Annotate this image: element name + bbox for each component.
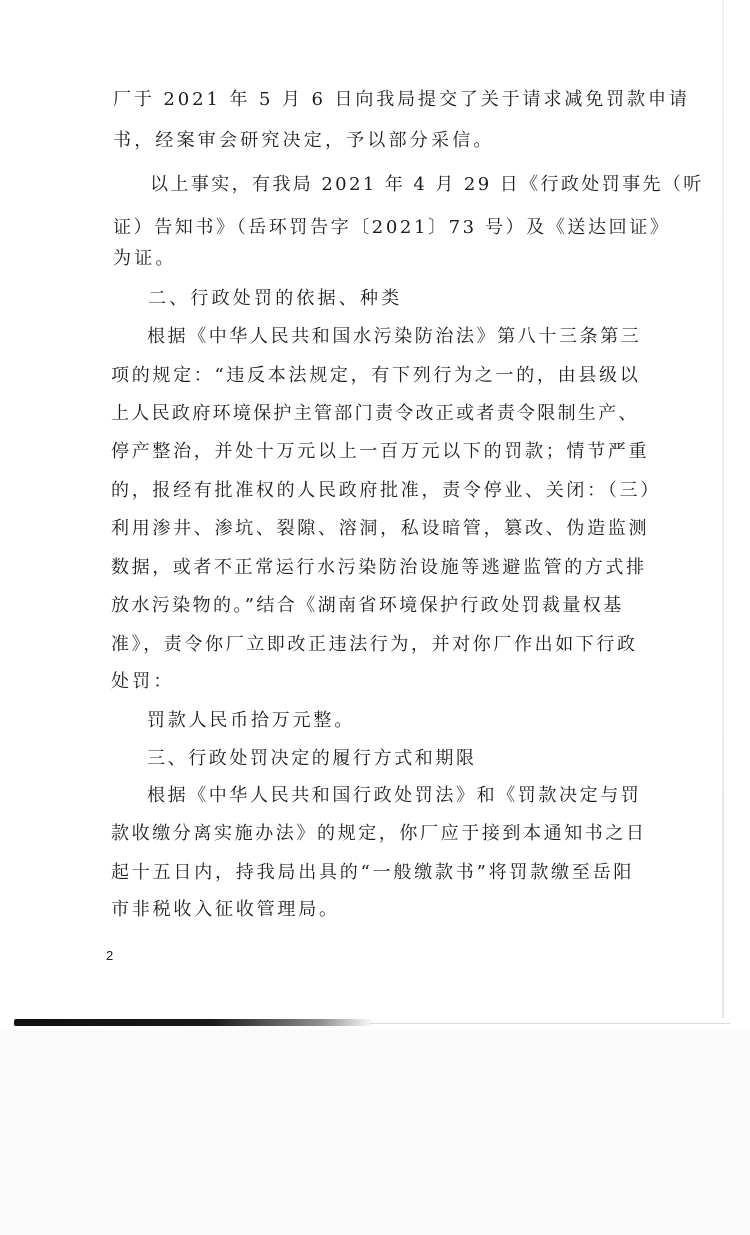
text-line: 项的规定：“违反本法规定，有下列行为之一的，由县级以 bbox=[111, 365, 641, 386]
text-line: 数据，或者不正常运行水污染防治设施等逃避监管的方式排 bbox=[111, 557, 647, 578]
page-number: 2 bbox=[106, 948, 114, 963]
scan-edge bbox=[722, 0, 724, 1018]
text-line: 根据《中华人民共和国水污染防治法》第八十三条第三 bbox=[147, 326, 642, 347]
text-line: 利用渗井、渗坑、裂隙、溶洞，私设暗管，篡改、伪造监测 bbox=[111, 518, 650, 539]
section-heading: 二、行政处罚的依据、种类 bbox=[148, 288, 403, 309]
text-line: 根据《中华人民共和国行政处罚法》和《罚款决定与罚 bbox=[147, 785, 642, 806]
text-line: 的，报经有批准权的人民政府批准，责令停业、关闭：（三） bbox=[111, 480, 661, 501]
text-line: 款收缴分离实施办法》的规定，你厂应于接到本通知书之日 bbox=[111, 823, 647, 844]
text-line: 处罚： bbox=[111, 671, 175, 692]
section-heading: 三、行政处罚决定的履行方式和期限 bbox=[147, 748, 477, 769]
text-line: 书，经案审会研究决定，予以部分采信。 bbox=[113, 130, 495, 151]
text-line: 起十五日内，持我局出具的“一般缴款书”将罚款缴至岳阳 bbox=[111, 862, 635, 883]
penalty-amount: 罚款人民币拾万元整。 bbox=[147, 710, 355, 731]
text-line: 以上事实，有我局 2021 年 4 月 29 日《行政处罚事先（听 bbox=[150, 174, 704, 195]
page-bottom-edge bbox=[370, 1023, 730, 1024]
text-line: 厂于 2021 年 5 月 6 日向我局提交了关于请求减免罚款申请 bbox=[113, 89, 690, 110]
page-bottom-shadow bbox=[14, 1019, 374, 1026]
text-line: 准》，责令你厂立即改正违法行为，并对你厂作出如下行政 bbox=[111, 634, 638, 655]
text-line: 上人民政府环境保护主管部门责令改正或者责令限制生产、 bbox=[111, 403, 639, 424]
text-line: 证）告知书》（岳环罚告字〔2021〕73 号）及《送达回证》 bbox=[113, 217, 671, 238]
text-line: 放水污染物的。”结合《湖南省环境保护行政处罚裁量权基 bbox=[111, 595, 624, 616]
text-line: 停产整治，并处十万元以上一百万元以下的罚款；情节严重 bbox=[111, 441, 650, 462]
scan-background bbox=[0, 1030, 750, 1235]
text-line: 为证。 bbox=[113, 248, 177, 269]
text-line: 市非税收入征收管理局。 bbox=[111, 899, 340, 920]
